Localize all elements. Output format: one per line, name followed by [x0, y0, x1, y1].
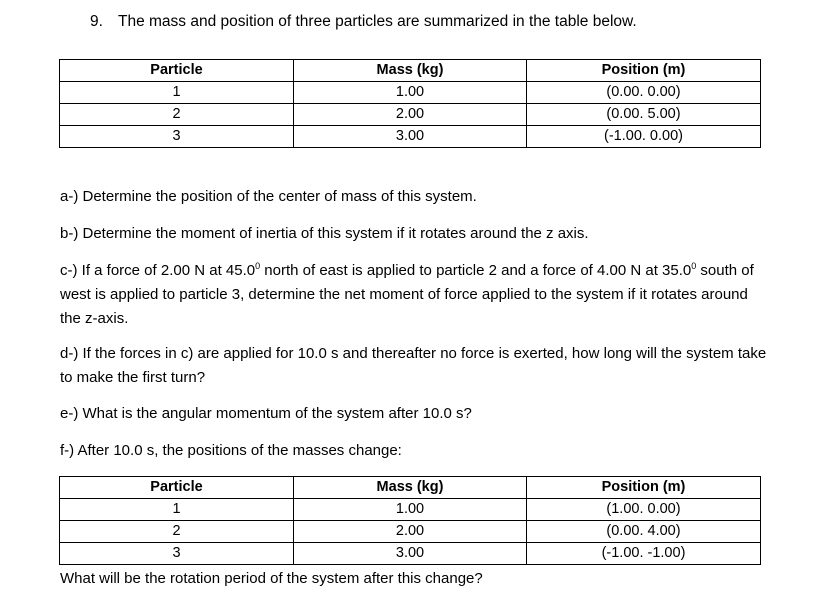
table-row — [60, 82, 761, 104]
cell-mass: 3.00 — [294, 543, 527, 565]
cell-position: (-1.00. -1.00) — [527, 543, 761, 565]
question-c-text-1: c-) If a force of 2.00 N at 45.0 — [60, 262, 256, 279]
cell-particle: 2 — [60, 521, 294, 543]
cell-particle: 2 — [60, 104, 294, 126]
question-e: e-) What is the angular momentum of the system after 10.0 s? — [60, 405, 472, 422]
header-particle: Particle — [60, 60, 294, 82]
table-header-row — [60, 477, 761, 499]
question-d: d-) If the forces in c) are applied for 10.0 s and thereafter no force is exerted, how long will the system take to make the first turn? — [60, 345, 767, 386]
table-row — [60, 521, 761, 543]
problem-heading — [90, 13, 637, 31]
question-c — [60, 259, 770, 331]
particle-table-initial — [59, 59, 761, 148]
question-c-text-2: north of east is applied to particle 2 and a force of 4.00 N at 35.0 — [260, 262, 692, 279]
cell-position: (1.00. 0.00) — [527, 499, 761, 521]
cell-mass: 3.00 — [294, 126, 527, 148]
problem-number: 9. — [90, 13, 103, 30]
question-c-text-3: south of west is applied to particle 3, determine the net moment of force applied to the system if it rotates around the z-axis. — [60, 262, 754, 327]
cell-position: (0.00. 4.00) — [527, 521, 761, 543]
cell-position: (-1.00. 0.00) — [527, 126, 761, 148]
particle-table-changed — [59, 476, 761, 565]
header-particle: Particle — [60, 477, 294, 499]
header-mass: Mass (kg) — [294, 60, 527, 82]
cell-particle: 1 — [60, 499, 294, 521]
header-position: Position (m) — [527, 477, 761, 499]
question-b: b-) Determine the moment of inertia of this system if it rotates around the z axis. — [60, 225, 589, 242]
table-row — [60, 104, 761, 126]
cell-mass: 2.00 — [294, 104, 527, 126]
question-a: a-) Determine the position of the center of mass of this system. — [60, 188, 477, 205]
cell-position: (0.00. 5.00) — [527, 104, 761, 126]
question-f: f-) After 10.0 s, the positions of the masses change: — [60, 442, 402, 459]
header-mass: Mass (kg) — [294, 477, 527, 499]
cell-position: (0.00. 0.00) — [527, 82, 761, 104]
cell-particle: 3 — [60, 126, 294, 148]
cell-particle: 1 — [60, 82, 294, 104]
degree-superscript: 0 — [255, 261, 261, 271]
question-final: What will be the rotation period of the system after this change? — [60, 570, 483, 587]
cell-mass: 1.00 — [294, 499, 527, 521]
degree-superscript: 0 — [691, 261, 697, 271]
table-row — [60, 543, 761, 565]
cell-particle: 3 — [60, 543, 294, 565]
cell-mass: 1.00 — [294, 82, 527, 104]
problem-intro: The mass and position of three particles are summarized in the table below. — [118, 13, 637, 30]
table-row — [60, 499, 761, 521]
cell-mass: 2.00 — [294, 521, 527, 543]
header-position: Position (m) — [527, 60, 761, 82]
table-header-row — [60, 60, 761, 82]
table-row — [60, 126, 761, 148]
